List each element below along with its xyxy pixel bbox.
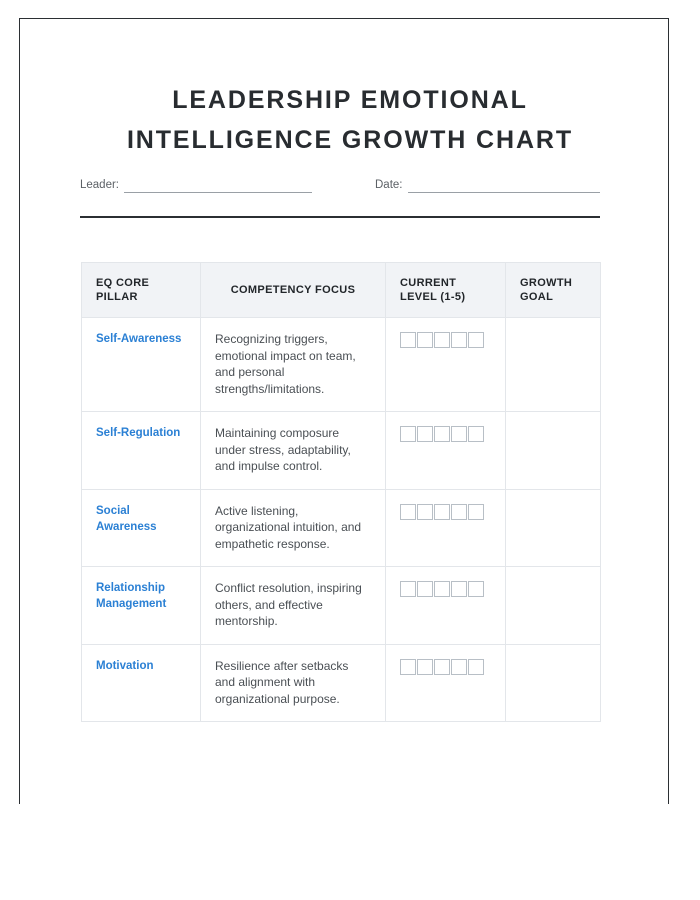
competency-focus: Resilience after setbacks and alignment with organizational purpose. bbox=[201, 644, 386, 722]
table-row bbox=[82, 412, 601, 490]
rating-checkbox-4[interactable] bbox=[451, 581, 467, 597]
current-level-cell bbox=[386, 318, 506, 412]
growth-goal-cell[interactable] bbox=[506, 489, 601, 567]
rating-checkbox-group bbox=[400, 425, 491, 442]
column-header-pillar: EQ CORE PILLAR bbox=[82, 263, 201, 318]
rating-checkbox-2[interactable] bbox=[417, 659, 433, 675]
pillar-name: Self-Regulation bbox=[82, 412, 201, 490]
rating-checkbox-5[interactable] bbox=[468, 659, 484, 675]
rating-checkbox-group bbox=[400, 503, 491, 520]
rating-checkbox-3[interactable] bbox=[434, 332, 450, 348]
date-input[interactable] bbox=[408, 178, 600, 193]
rating-checkbox-group bbox=[400, 331, 491, 348]
rating-checkbox-group bbox=[400, 658, 491, 675]
pillar-name: Self-Awareness bbox=[82, 318, 201, 412]
header-divider-rule bbox=[80, 216, 600, 218]
rating-checkbox-4[interactable] bbox=[451, 332, 467, 348]
column-header-level: CURRENT LEVEL (1-5) bbox=[386, 263, 506, 318]
growth-goal-cell[interactable] bbox=[506, 318, 601, 412]
leader-field bbox=[80, 178, 312, 193]
competency-focus: Conflict resolution, inspiring others, and effective mentorship. bbox=[201, 567, 386, 645]
rating-checkbox-1[interactable] bbox=[400, 659, 416, 675]
rating-checkbox-5[interactable] bbox=[468, 504, 484, 520]
page-title-line-1: LEADERSHIP EMOTIONAL bbox=[172, 86, 528, 114]
table-body bbox=[82, 318, 601, 722]
current-level-cell bbox=[386, 489, 506, 567]
rating-checkbox-3[interactable] bbox=[434, 426, 450, 442]
rating-checkbox-group bbox=[400, 580, 491, 597]
rating-checkbox-1[interactable] bbox=[400, 426, 416, 442]
rating-checkbox-2[interactable] bbox=[417, 426, 433, 442]
rating-checkbox-4[interactable] bbox=[451, 504, 467, 520]
pillar-name: Motivation bbox=[82, 644, 201, 722]
rating-checkbox-1[interactable] bbox=[400, 581, 416, 597]
column-header-focus: COMPETENCY FOCUS bbox=[201, 263, 386, 318]
current-level-cell bbox=[386, 567, 506, 645]
competency-focus: Recognizing triggers, emotional impact on team, and personal strengths/limitations. bbox=[201, 318, 386, 412]
growth-goal-cell[interactable] bbox=[506, 644, 601, 722]
rating-checkbox-5[interactable] bbox=[468, 426, 484, 442]
rating-checkbox-2[interactable] bbox=[417, 581, 433, 597]
rating-checkbox-1[interactable] bbox=[400, 504, 416, 520]
pillar-name: Relationship Management bbox=[82, 567, 201, 645]
leader-input[interactable] bbox=[124, 178, 312, 193]
meta-fields bbox=[80, 178, 600, 200]
leader-label: Leader: bbox=[80, 179, 120, 191]
current-level-cell bbox=[386, 412, 506, 490]
growth-goal-cell[interactable] bbox=[506, 567, 601, 645]
rating-checkbox-5[interactable] bbox=[468, 581, 484, 597]
table-row bbox=[82, 644, 601, 722]
growth-goal-cell[interactable] bbox=[506, 412, 601, 490]
page-title bbox=[60, 80, 640, 160]
table-row bbox=[82, 318, 601, 412]
rating-checkbox-3[interactable] bbox=[434, 504, 450, 520]
date-field bbox=[375, 178, 600, 193]
pillar-name: Social Awareness bbox=[82, 489, 201, 567]
rating-checkbox-2[interactable] bbox=[417, 332, 433, 348]
rating-checkbox-3[interactable] bbox=[434, 659, 450, 675]
column-header-goal: GROWTH GOAL bbox=[506, 263, 601, 318]
rating-checkbox-2[interactable] bbox=[417, 504, 433, 520]
table-row bbox=[82, 489, 601, 567]
eq-growth-table bbox=[81, 262, 601, 722]
competency-focus: Active listening, organizational intuition, and empathetic response. bbox=[201, 489, 386, 567]
rating-checkbox-5[interactable] bbox=[468, 332, 484, 348]
date-label: Date: bbox=[375, 179, 403, 191]
table-header-row bbox=[82, 263, 601, 318]
competency-focus: Maintaining composure under stress, adaptability, and impulse control. bbox=[201, 412, 386, 490]
rating-checkbox-3[interactable] bbox=[434, 581, 450, 597]
current-level-cell bbox=[386, 644, 506, 722]
page-title-line-2: INTELLIGENCE GROWTH CHART bbox=[126, 126, 574, 154]
rating-checkbox-4[interactable] bbox=[451, 659, 467, 675]
rating-checkbox-1[interactable] bbox=[400, 332, 416, 348]
rating-checkbox-4[interactable] bbox=[451, 426, 467, 442]
table-row bbox=[82, 567, 601, 645]
